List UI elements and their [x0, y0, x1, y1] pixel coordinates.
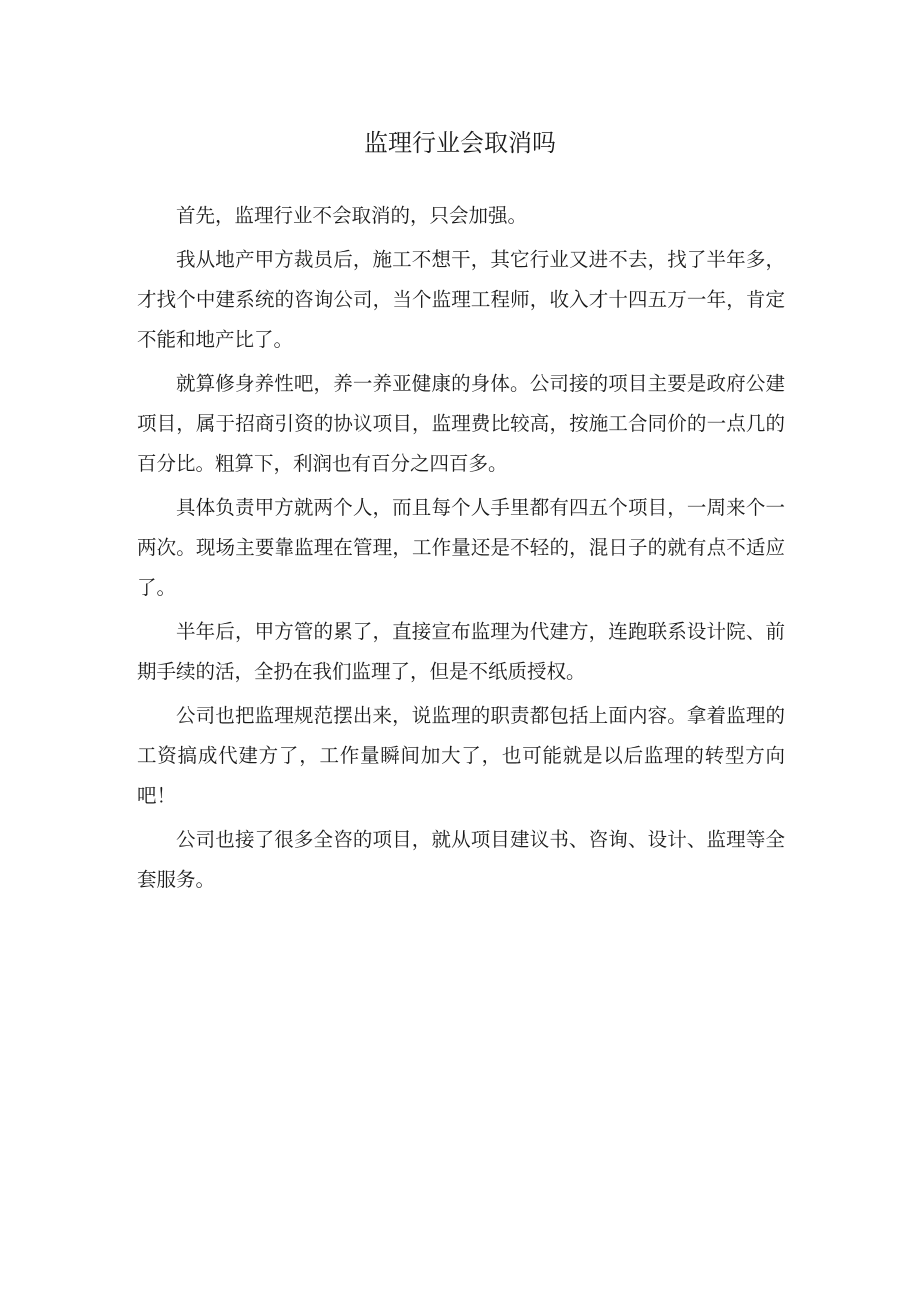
paragraph-6: 公司也把监理规范摆出来，说监理的职责都包括上面内容。拿着监理的工资搞成代建方了，工作量瞬间加大了，也可能就是以后监理的转型方向吧！	[137, 704, 785, 807]
paragraph-7: 公司也接了很多全咨的项目，就从项目建议书、咨询、设计、监理等全套服务。	[137, 828, 785, 891]
paragraph-3: 就算修身养性吧，养一养亚健康的身体。公司接的项目主要是政府公建项目，属于招商引资的协议项目，监理费比较高，按施工合同价的一点几的百分比。粗算下，利润也有百分之四百多。	[137, 372, 785, 475]
paragraph-4: 具体负责甲方就两个人，而且每个人手里都有四五个项目，一周来个一两次。现场主要靠监理在管理，工作量还是不轻的，混日子的就有点不适应了。	[137, 496, 785, 599]
document-body	[137, 196, 785, 904]
document-title: 监理行业会取消吗	[364, 129, 556, 157]
paragraph-5: 半年后，甲方管的累了，直接宣布监理为代建方，连跑联系设计院、前期手续的活，全扔在我们监理了，但是不纸质授权。	[137, 620, 785, 683]
paragraph-2: 我从地产甲方裁员后，施工不想干，其它行业又进不去，找了半年多，才找个中建系统的咨询公司，当个监理工程师，收入才十四五万一年，肯定不能和地产比了。	[137, 248, 785, 351]
paragraph-1: 首先，监理行业不会取消的，只会加强。	[176, 204, 528, 227]
